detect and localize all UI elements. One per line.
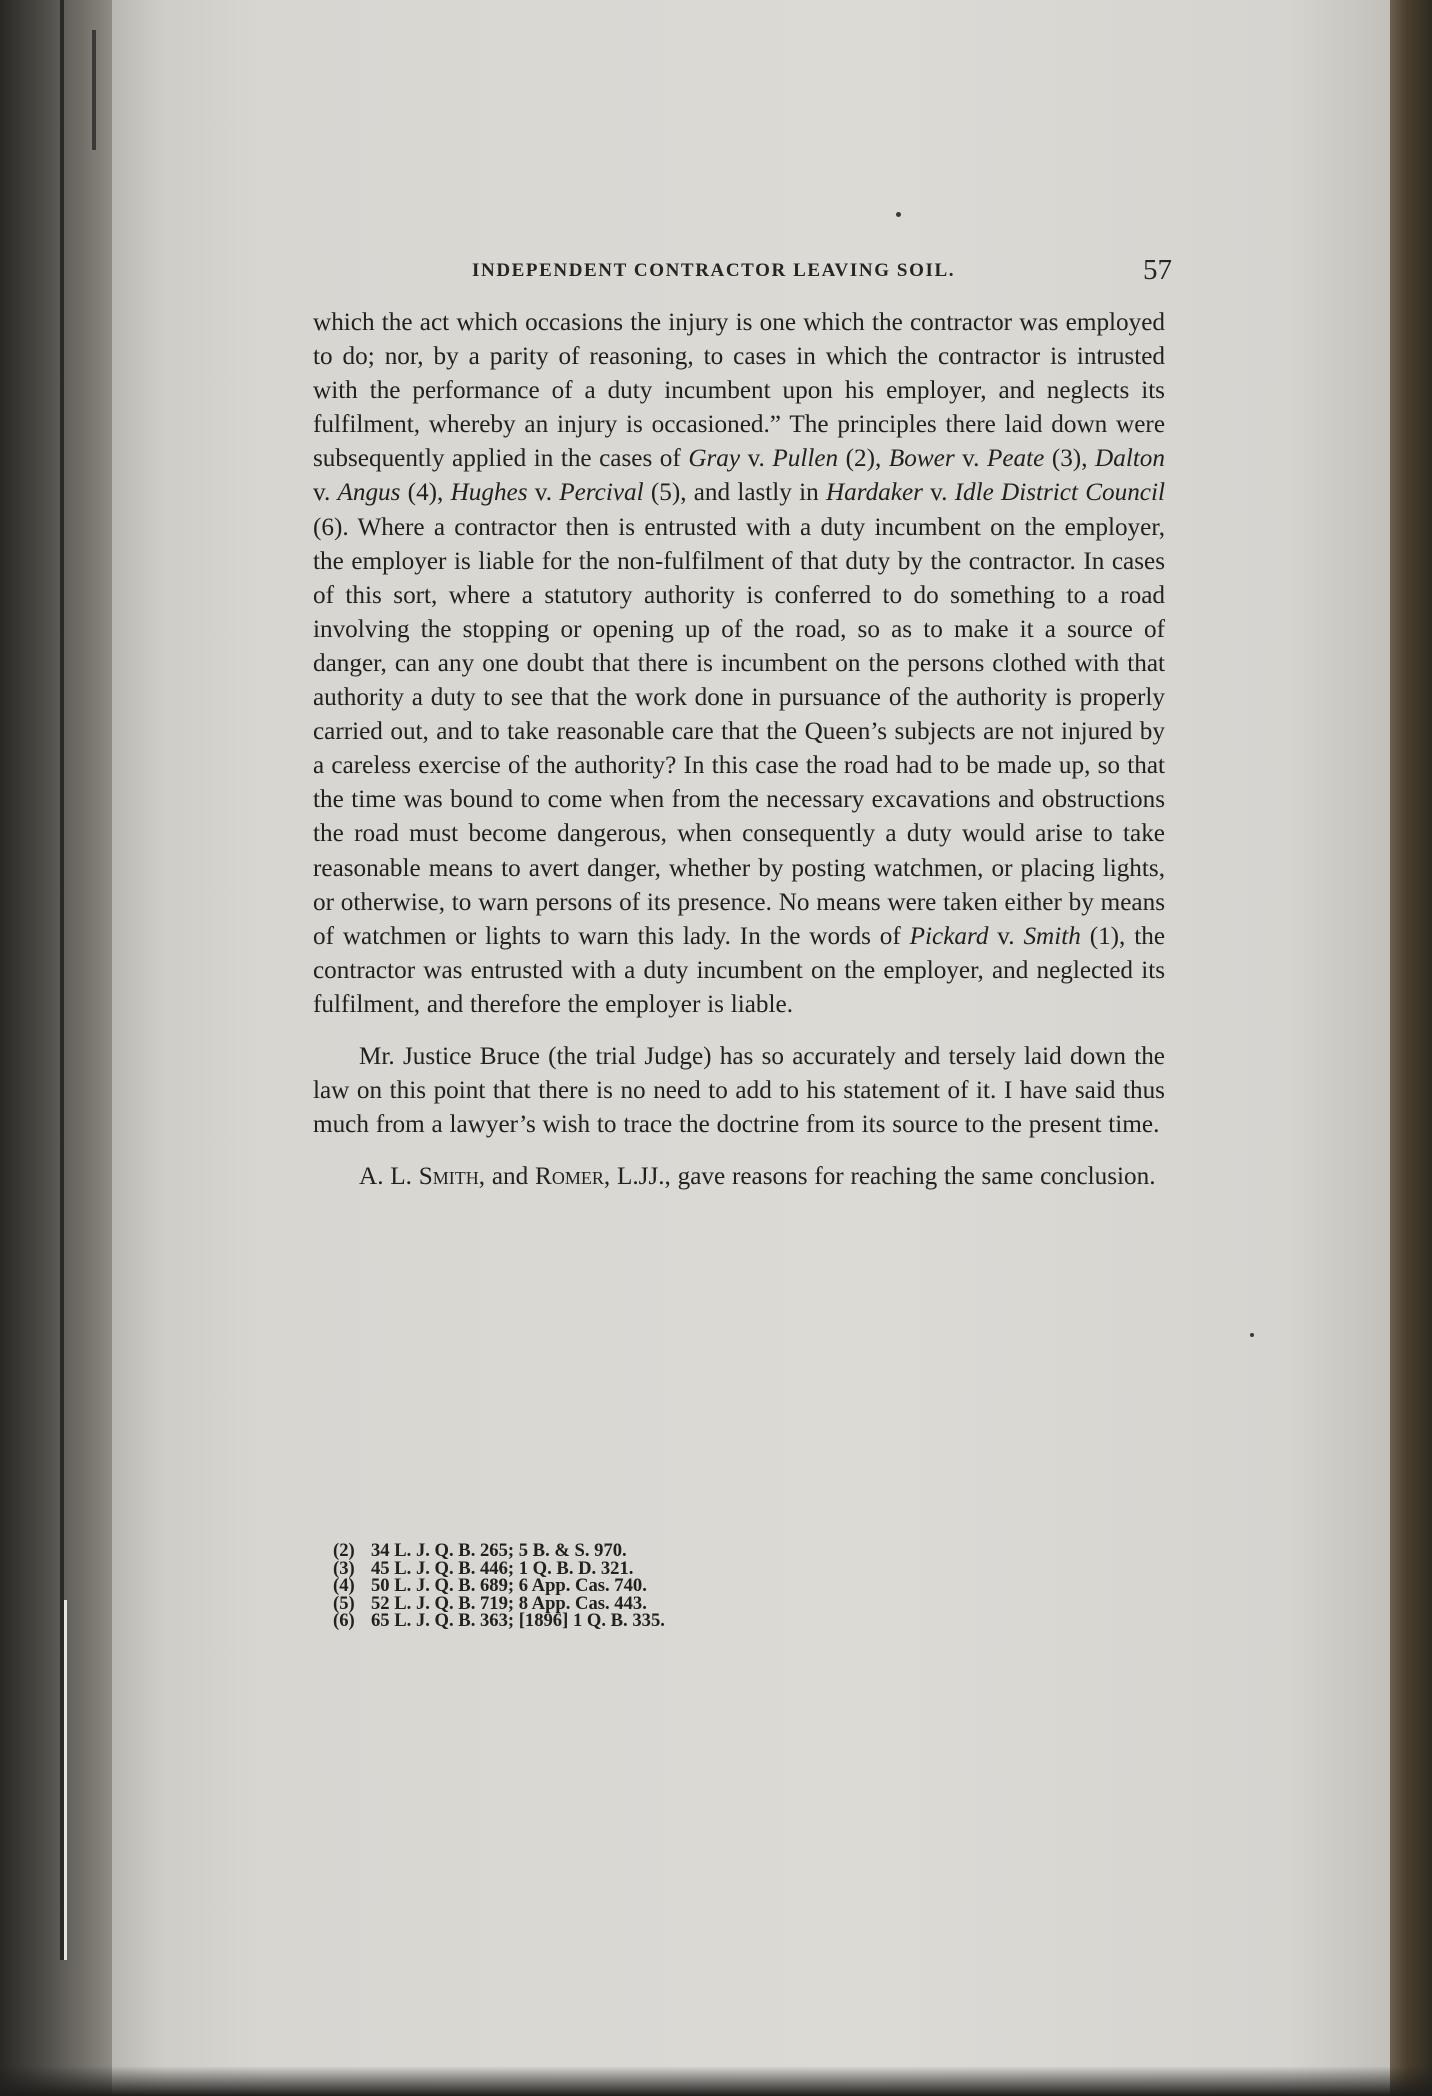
page-number: 57 [1143,254,1172,286]
book-binding-left-edge [0,0,112,2096]
case-name: Idle District Council [954,479,1165,507]
binding-streak [92,30,96,150]
case-name: Pickard [909,922,989,950]
footnote-number: (4) [333,1575,355,1596]
judge-name: Smith [418,1163,479,1191]
case-name: Percival [559,479,644,507]
running-title: INDEPENDENT CONTRACTOR LEAVING SOIL. [472,260,956,281]
paper-speck [1250,1333,1254,1337]
footnote-citation: 50 L. J. Q. B. 689; 6 App. Cas. 740. [371,1575,647,1596]
footnote-number: (3) [333,1557,355,1579]
footnote-citation: 34 L. J. Q. B. 265; 5 B. & S. 970. [371,1540,627,1561]
book-fore-edge-right [1390,0,1432,2096]
paragraph-judgment-continued: which the act which occasions the injury is one which the contractor was employed to do; nor, by a parity of reasoning, to cases in which the contractor is intrusted with the performance of a duty incumbent upon his employer, and neglects its fulfilment, whereby an injury is occasioned.” The principles there laid down were subsequently applied in the cases of Gray v. Pullen (2), Bower v. Peate (3), Dalton v. Angus (4), Hughes v. Percival (5), and lastly in Hardaker v. Idle District Council (6). Where a contractor then is entrusted with a duty incumbent on the employer, the employer is liable for the non-fulfilment of that duty by the contractor. In cases of this sort, where a statutory authority is conferred to do something to a road involving the stopping or opening up of the road, so as to make it a source of danger, can any one doubt that there is incumbent on the persons clothed with that authority a duty to see that the work done in pursuance of the authority is properly carried out, and to take reasonable care that the Queen’s subjects are not injured by a careless exercise of the authority? In this case the road had to be made up, so that the time was bound to come when from the necessary excavations and obstructions the road must become dangerous, when consequently a duty would arise to take reasonable means to avert danger, whether by posting watchmen, or placing lights, or otherwise, to warn persons of its presence. No means were taken either by means of watchmen or lights to warn this lady. In the words of Pickard v. Smith (1), the contractor was entrusted with a duty incumbent on the employer, and neglected its fulfilment, and therefore the employer is liable. [313,309,1165,1018]
case-name: Dalton [1095,445,1165,473]
binding-highlight [64,1600,67,1960]
judge-name: Romer [535,1163,604,1191]
footnote-number: (2) [333,1540,355,1561]
footnote [333,1612,1033,1630]
case-name: Smith [1023,922,1081,950]
body-text [313,306,1165,1194]
case-name: Gray [688,445,741,473]
footnote-number: (5) [333,1592,355,1614]
footnote-number: (6) [333,1610,355,1631]
case-name: Hughes [450,479,528,507]
case-name: Pullen [772,445,839,473]
paragraph-justice-bruce: Mr. Justice Bruce (the trial Judge) has so accurately and tersely laid down the law on this point that there is no need to add to his statement of it. I have said thus much from a lawyer’s wish to trace the doctrine from its source to the present time. [313,1042,1165,1139]
case-name: Bower [888,445,955,473]
scan-bottom-shadow [0,2066,1432,2096]
case-name: Hardaker [825,479,923,507]
paragraph-conclusion: A. L. Smith, and Romer, L.JJ., gave reasons for reaching the same conclusion. [359,1163,1156,1191]
case-name: Peate [986,445,1045,473]
footnotes [333,1542,1033,1630]
footnote-citation: 45 L. J. Q. B. 446; 1 Q. B. D. 321. [371,1557,634,1579]
page-header [472,254,1172,294]
paper-speck [896,212,901,217]
footnote-citation: 65 L. J. Q. B. 363; [1896] 1 Q. B. 335. [371,1610,665,1631]
case-name: Angus [337,479,401,507]
footnote-citation: 52 L. J. Q. B. 719; 8 App. Cas. 443. [371,1592,647,1614]
